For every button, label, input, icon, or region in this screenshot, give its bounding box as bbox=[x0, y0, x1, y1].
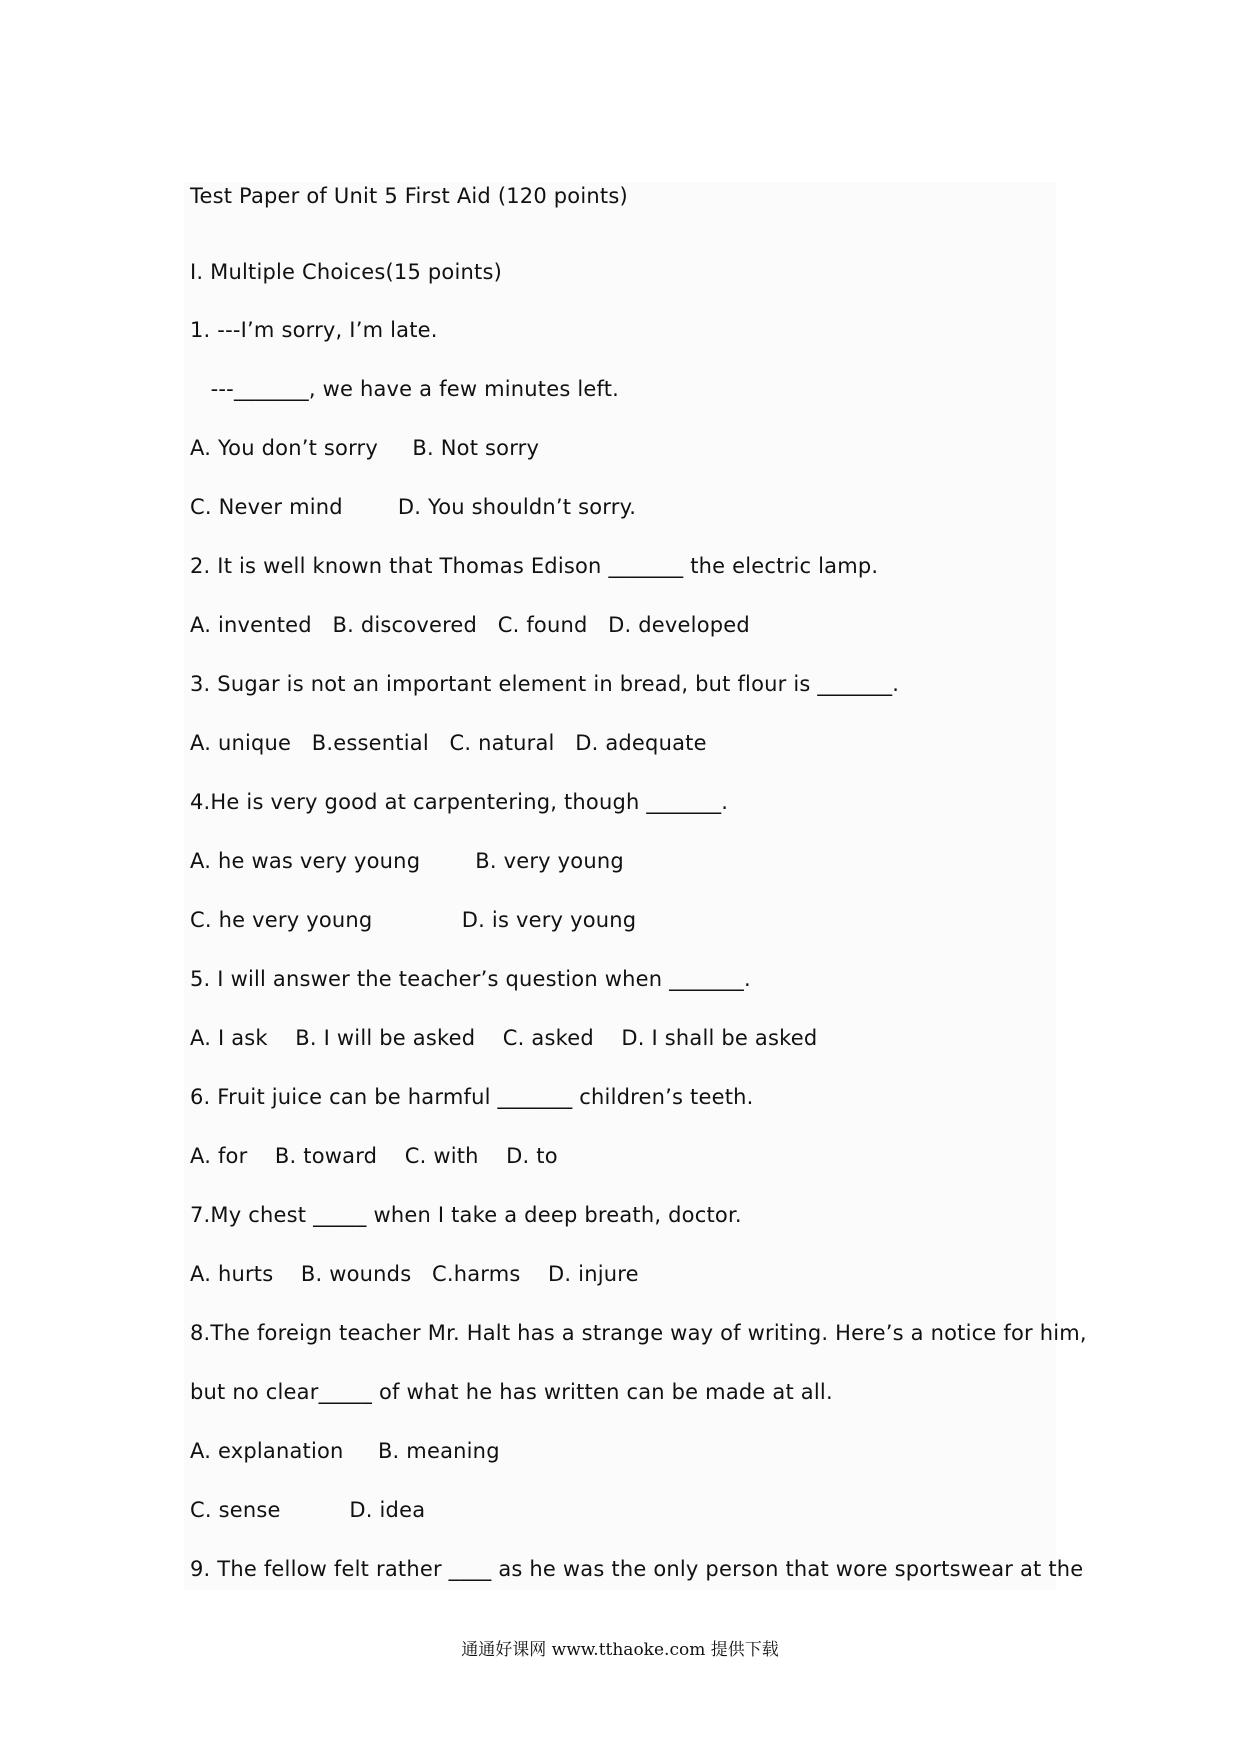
question-4-options-cd: C. he very young D. is very young bbox=[190, 908, 637, 932]
question-5-options: A. I ask B. I will be asked C. asked D. I shall be asked bbox=[190, 1026, 818, 1050]
question-3-options: A. unique B.essential C. natural D. adequate bbox=[190, 731, 707, 755]
question-6-options: A. for B. toward C. with D. to bbox=[190, 1144, 558, 1168]
question-4: 4.He is very good at carpentering, though _______. bbox=[190, 790, 729, 814]
question-8-options-ab: A. explanation B. meaning bbox=[190, 1439, 500, 1463]
footer-watermark: 通通好课网 www.tthaoke.com 提供下载 bbox=[461, 1640, 779, 1660]
question-1-options-ab: A. You don’t sorry B. Not sorry bbox=[190, 436, 540, 460]
section-heading: I. Multiple Choices(15 points) bbox=[190, 260, 502, 284]
paper-title: Test Paper of Unit 5 First Aid (120 points) bbox=[190, 184, 628, 208]
question-8-continued: but no clear_____ of what he has written can be made at all. bbox=[190, 1380, 833, 1404]
question-5: 5. I will answer the teacher’s question when _______. bbox=[190, 967, 751, 991]
question-8: 8.The foreign teacher Mr. Halt has a strange way of writing. Here’s a notice for him, bbox=[190, 1321, 1087, 1345]
question-2-options: A. invented B. discovered C. found D. developed bbox=[190, 613, 750, 637]
question-6: 6. Fruit juice can be harmful _______ children’s teeth. bbox=[190, 1085, 754, 1109]
question-1: 1. ---I’m sorry, I’m late. bbox=[190, 318, 438, 342]
question-9: 9. The fellow felt rather ____ as he was the only person that wore sportswear at the bbox=[190, 1557, 1084, 1581]
question-7: 7.My chest _____ when I take a deep breath, doctor. bbox=[190, 1203, 742, 1227]
question-1-options-cd: C. Never mind D. You shouldn’t sorry. bbox=[190, 495, 637, 519]
question-1-response: ---_______, we have a few minutes left. bbox=[190, 377, 620, 401]
question-2: 2. It is well known that Thomas Edison _______ the electric lamp. bbox=[190, 554, 879, 578]
question-7-options: A. hurts B. wounds C.harms D. injure bbox=[190, 1262, 639, 1286]
question-8-options-cd: C. sense D. idea bbox=[190, 1498, 426, 1522]
question-4-options-ab: A. he was very young B. very young bbox=[190, 849, 624, 873]
question-3: 3. Sugar is not an important element in bread, but flour is _______. bbox=[190, 672, 900, 696]
